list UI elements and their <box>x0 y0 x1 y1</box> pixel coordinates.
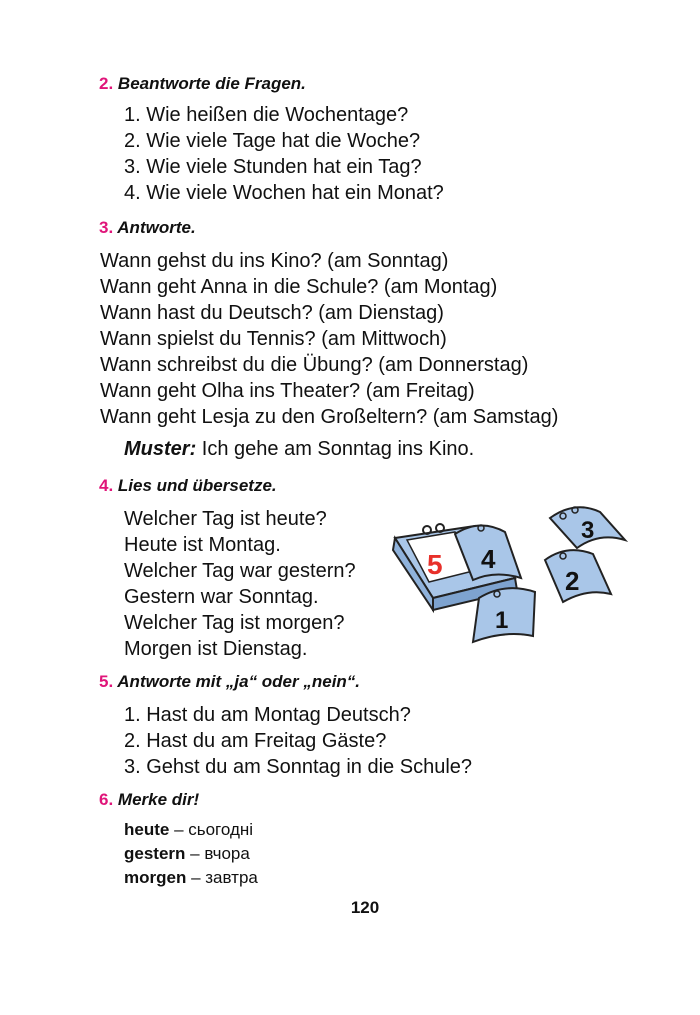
exercise-4-heading <box>99 476 277 496</box>
list-item: Welcher Tag war gestern? <box>124 560 356 582</box>
muster-label: Muster: <box>124 438 197 460</box>
list-item: Wann geht Lesja zu den Großeltern? (am Samstag) <box>100 406 559 428</box>
calendar-page-1: 1 <box>495 607 509 634</box>
list-item: 3. Gehst du am Sonntag in die Schule? <box>124 756 473 778</box>
list-item: Wann geht Anna in die Schule? (am Montag) <box>100 276 498 298</box>
list-item: Welcher Tag ist morgen? <box>124 612 345 634</box>
list-item: Welcher Tag ist heute? <box>124 508 327 530</box>
exercise-title: Lies und übersetze. <box>117 476 277 495</box>
list-item: Wann schreibst du die Übung? (am Donnerstag) <box>100 354 529 376</box>
list-item: 1. Hast du am Montag Deutsch? <box>124 704 411 726</box>
list-item: 2. Hast du am Freitag Gäste? <box>124 730 387 752</box>
list-item: 4. Wie viele Wochen hat ein Monat? <box>124 182 444 204</box>
calendar-page-3: 3 <box>581 517 595 544</box>
calendar-illustration <box>385 498 645 648</box>
muster-example <box>124 438 474 461</box>
exercise-number: 2. <box>99 74 114 93</box>
exercise-number: 3. <box>99 218 114 237</box>
list-item: Morgen ist Dienstag. <box>124 638 308 660</box>
calendar-page-2: 2 <box>565 566 580 596</box>
list-item: Wann spielst du Tennis? (am Mittwoch) <box>100 328 447 350</box>
exercise-5-heading <box>99 672 360 692</box>
exercise-3-heading <box>99 218 196 238</box>
exercise-number: 4. <box>99 476 114 495</box>
vocab-word: heute <box>124 820 170 839</box>
list-item: Wann geht Olha ins Theater? (am Freitag) <box>100 380 475 402</box>
vocab-translation: – сьогодні <box>169 820 254 839</box>
list-item: 2. Wie viele Tage hat die Woche? <box>124 130 421 152</box>
vocab-translation: – завтра <box>186 868 258 887</box>
page-number: 120 <box>350 898 380 917</box>
list-item: 3. Wie viele Stunden hat ein Tag? <box>124 156 422 178</box>
calendar-sheet-3 <box>550 507 625 548</box>
muster-text: Ich gehe am Sonntag ins Kino. <box>196 438 475 460</box>
exercise-title: Antworte mit „ja“ oder „nein“. <box>117 672 361 691</box>
list-item: Wann hast du Deutsch? (am Dienstag) <box>100 302 444 324</box>
calendar-sheet-1 <box>473 588 535 642</box>
calendar-sheet-2 <box>545 550 611 602</box>
vocab-word: morgen <box>124 868 187 887</box>
list-item: Wann gehst du ins Kino? (am Sonntag) <box>100 250 449 272</box>
list-item: Heute ist Montag. <box>124 534 281 556</box>
exercise-title: Antworte. <box>117 218 196 237</box>
calendar-page-5: 5 <box>427 549 443 580</box>
vocab-entry <box>124 868 258 888</box>
exercise-6-heading <box>99 790 199 810</box>
vocab-entry <box>124 820 253 840</box>
vocab-word: gestern <box>124 844 186 863</box>
list-item: 1. Wie heißen die Wochentage? <box>124 104 409 126</box>
list-item: Gestern war Sonntag. <box>124 586 319 608</box>
vocab-entry <box>124 844 250 864</box>
exercise-2-heading <box>99 74 306 94</box>
calendar-page-4: 4 <box>481 544 496 574</box>
exercise-number: 6. <box>99 790 114 809</box>
exercise-title: Merke dir! <box>117 790 200 809</box>
exercise-number: 5. <box>99 672 114 691</box>
exercise-title: Beantworte die Fragen. <box>117 74 306 93</box>
vocab-translation: – вчора <box>185 844 250 863</box>
